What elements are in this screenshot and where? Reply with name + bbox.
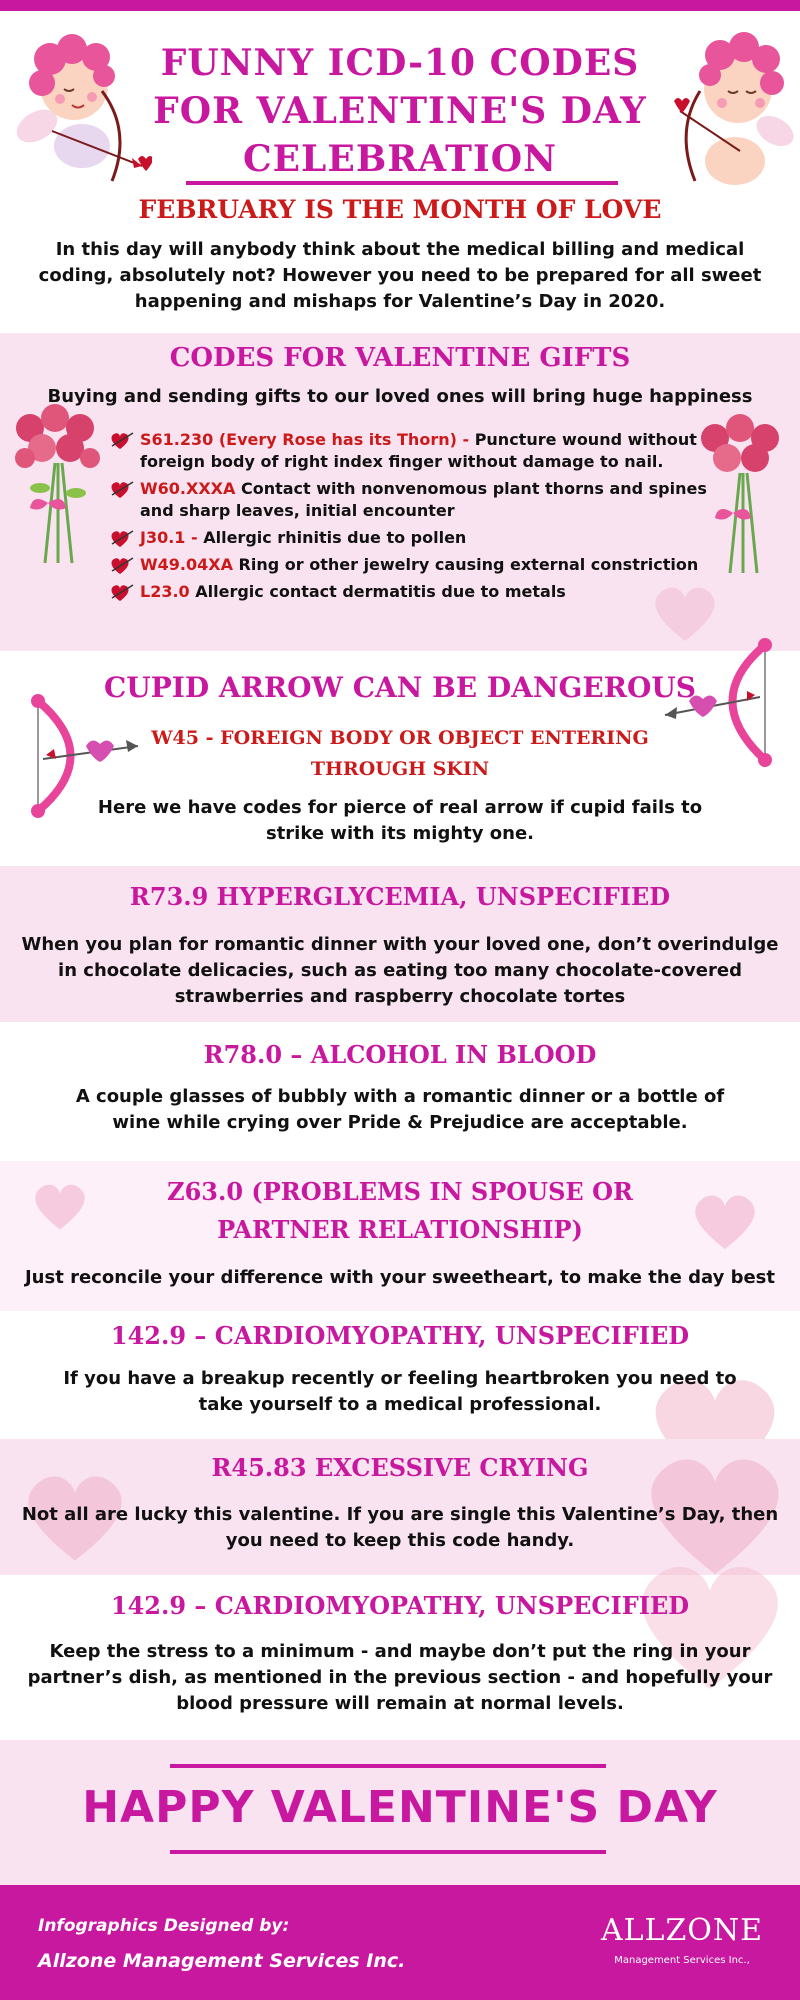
cupid-arrow-section — [0, 651, 800, 866]
closing-section — [0, 1740, 800, 1885]
gift-code: W60.XXXA — [140, 479, 241, 498]
heart-arrow-icon — [110, 432, 134, 450]
heart-decoration-icon — [690, 1191, 760, 1251]
heart-arrow-icon — [110, 584, 134, 602]
heart-arrow-icon — [110, 481, 134, 499]
alcohol-section — [0, 1022, 800, 1161]
list-item — [110, 527, 710, 549]
excessive-crying-title: R45.83 EXCESSIVE CRYING — [211, 1453, 589, 1482]
gift-code: L23.0 — [140, 582, 196, 601]
heart-arrow-icon — [110, 557, 134, 575]
list-item — [110, 581, 710, 603]
alcohol-title: R78.0 – ALCOHOL IN BLOOD — [203, 1040, 597, 1069]
cupid-title: CUPID ARROW CAN BE DANGEROUS — [104, 671, 696, 704]
gift-description: Puncture wound without foreign body of right index finger without damage to nail. — [140, 430, 697, 471]
cardiomyopathy-text: Keep the stress to a minimum - and maybe don’t put the ring in your partner’s dish, as mentioned in the previous section - and hopefully your blood pressure will remain at normal levels. — [27, 1641, 773, 1714]
hyperglycemia-title: R73.9 HYPERGLYCEMIA, UNSPECIFIED — [129, 882, 671, 911]
top-bar — [0, 0, 800, 11]
footer-credit-label: Infographics Designed by: — [38, 1916, 290, 1936]
cupid-code: W45 - FOREIGN BODY OR OBJECT ENTERING THROUGH SKIN — [151, 727, 649, 780]
heart-decoration-icon — [30, 1181, 90, 1231]
logo-name: ALLZONE — [600, 1913, 764, 1948]
gift-code: S61.230 (Every Rose has its Thorn) - — [140, 430, 475, 449]
closing-title: HAPPY VALENTINE'S DAY — [82, 1782, 718, 1833]
partner-relationship-title: Z63.0 (PROBLEMS IN SPOUSE OR PARTNER RELATIONSHIP) — [167, 1177, 633, 1244]
footer-company-name: Allzone Management Services Inc. — [38, 1950, 406, 1972]
gift-description: Allergic rhinitis due to pollen — [203, 528, 467, 547]
footer — [0, 1885, 800, 2000]
page-title: FUNNY ICD-10 CODES FOR VALENTINE'S DAY CELEBRATION — [153, 42, 647, 180]
cardiomyopathy-section-2 — [0, 1575, 800, 1740]
cardiomyopathy-text: If you have a breakup recently or feeling heartbroken you need to take yourself to a medical professional. — [63, 1368, 737, 1415]
hyperglycemia-section — [0, 866, 800, 1022]
closing-divider-bottom — [170, 1850, 606, 1854]
rose-bouquet-left-icon — [10, 403, 105, 568]
intro-text: In this day will anybody think about the medical billing and medical coding, absolutely not? However you need to be prepared for all sweet happening and mishaps for Valentine’s Day in 2020. — [38, 239, 762, 312]
bow-arrow-right-icon — [655, 635, 795, 775]
gift-description: Ring or other jewelry causing external constriction — [238, 555, 699, 574]
cardiomyopathy-title: 142.9 – CARDIOMYOPATHY, UNSPECIFIED — [110, 1591, 690, 1620]
hyperglycemia-text: When you plan for romantic dinner with your loved one, don’t overindulge in chocolate delicacies, such as eating too many chocolate-covered strawberries and raspberry chocolate tortes — [21, 934, 779, 1007]
list-item — [110, 478, 710, 522]
logo-subtitle: Management Services Inc., — [614, 1955, 750, 1966]
partner-relationship-text: Just reconcile your difference with your sweetheart, to make the day best — [24, 1267, 775, 1288]
cupid-right-icon — [660, 31, 795, 201]
alcohol-text: A couple glasses of bubbly with a romantic dinner or a bottle of wine while crying over Pride & Prejudice are acceptable. — [75, 1086, 725, 1133]
gifts-section — [0, 333, 800, 651]
gift-code: W49.04XA — [140, 555, 239, 574]
header-section — [0, 11, 800, 333]
cardiomyopathy-title: 142.9 – CARDIOMYOPATHY, UNSPECIFIED — [110, 1321, 690, 1350]
gifts-title: CODES FOR VALENTINE GIFTS — [169, 343, 631, 373]
gifts-subtitle: Buying and sending gifts to our loved ones will bring huge happiness — [47, 386, 753, 407]
gift-description: Allergic contact dermatitis due to metals — [195, 582, 566, 601]
gift-codes-list — [110, 429, 710, 608]
excessive-crying-text: Not all are lucky this valentine. If you are single this Valentine’s Day, then you need to keep this code handy. — [21, 1504, 779, 1551]
heart-arrow-icon — [110, 530, 134, 548]
title-divider — [186, 181, 618, 185]
partner-relationship-section — [0, 1161, 800, 1311]
list-item — [110, 554, 710, 576]
closing-divider-top — [170, 1764, 606, 1768]
company-logo — [592, 1903, 772, 1987]
cupid-text: Here we have codes for pierce of real arrow if cupid fails to strike with its mighty one. — [97, 797, 703, 844]
gift-description: Contact with nonvenomous plant thorns and spines and sharp leaves, initial encounter — [140, 479, 707, 520]
section-subtitle: FEBRUARY IS THE MONTH OF LOVE — [138, 195, 662, 224]
list-item — [110, 429, 710, 473]
gift-code: J30.1 - — [140, 528, 204, 547]
cardiomyopathy-section-1 — [0, 1311, 800, 1439]
